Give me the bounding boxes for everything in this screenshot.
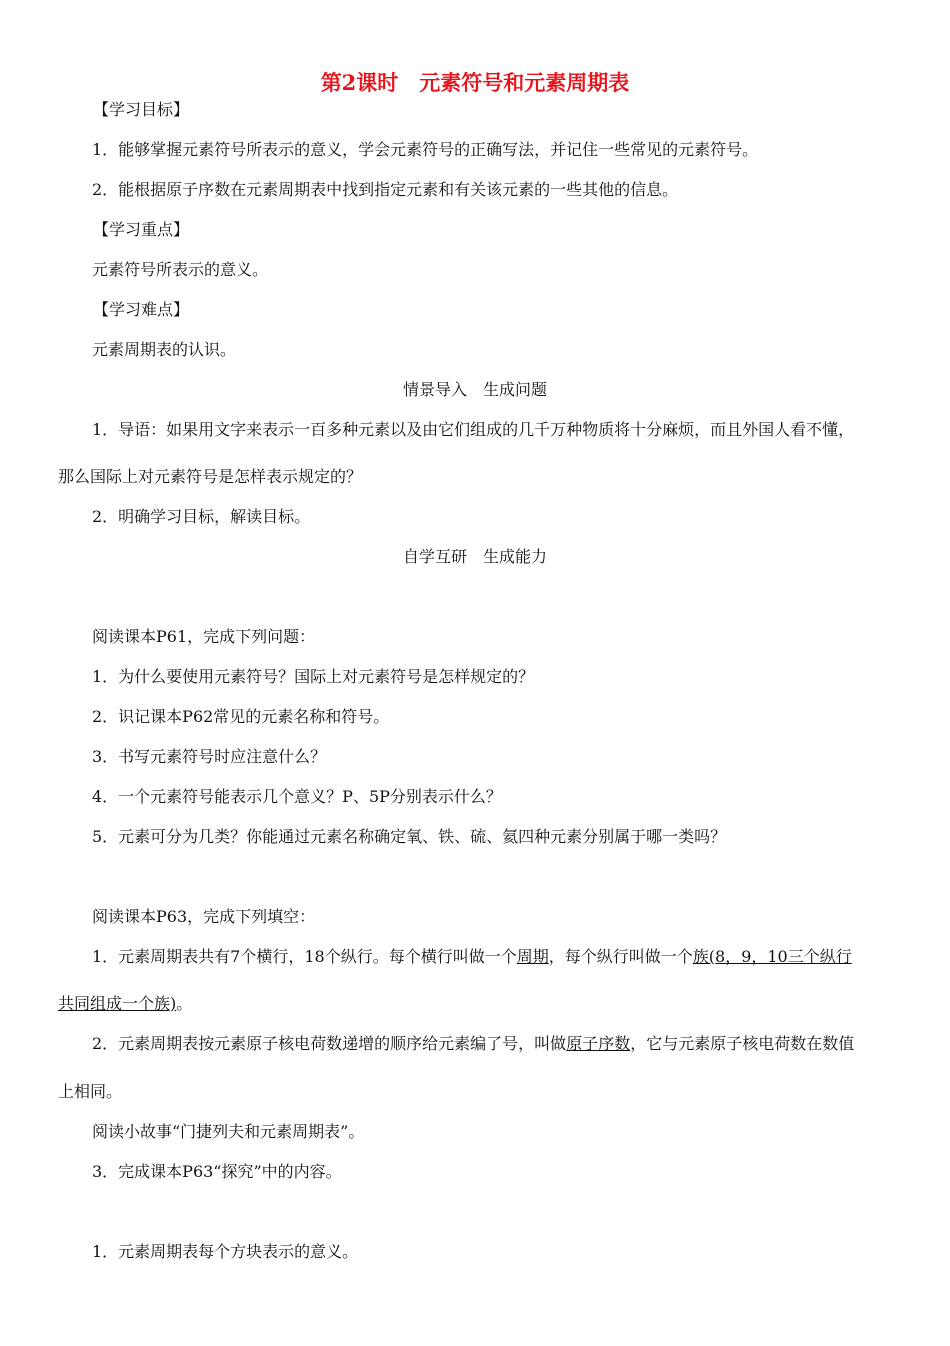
section-heading-intro: 情景导入 生成问题	[402, 380, 547, 399]
fill-text: ，每个纵行叫做一个	[548, 947, 693, 966]
difficulty-heading: 【学习难点】	[93, 300, 190, 319]
fill-answer: 周期	[516, 947, 549, 966]
page-title: 第2课时 元素符号和元素周期表	[320, 70, 630, 95]
intro-item-line: 那么国际上对元素符号是怎样表示规定的？	[58, 467, 363, 486]
goals-heading: 【学习目标】	[93, 100, 190, 119]
fill-text: 。	[176, 994, 193, 1013]
key-heading: 【学习重点】	[93, 220, 190, 239]
intro-item-line: 1．导语：如果用文字来表示一百多种元素以及由它们组成的几千万种物质将十分麻烦，而且外国人看不懂，	[92, 420, 855, 439]
fill-answer: 原子序数	[566, 1034, 631, 1053]
fill-item-line: 上相同。	[58, 1082, 123, 1101]
key-text: 元素符号所表示的意义。	[92, 260, 269, 279]
fill-item-line	[92, 947, 852, 967]
reading-intro: 阅读课本P61，完成下列问题：	[92, 627, 316, 646]
fill-text: ，它与元素原子核电荷数在数值	[630, 1034, 855, 1053]
goal-item: 2．能根据原子序数在元素周期表中找到指定元素和有关该元素的一些其他的信息。	[92, 180, 679, 199]
goal-item: 1．能够掌握元素符号所表示的意义，学会元素符号的正确写法，并记住一些常见的元素符号。	[92, 140, 759, 159]
fill-item-line	[92, 1034, 854, 1054]
question-item: 2．识记课本P62常见的元素名称和符号。	[92, 707, 390, 726]
final-item: 1．元素周期表每个方块表示的意义。	[92, 1242, 359, 1261]
fill-text: 2．元素周期表按元素原子核电荷数递增的顺序给元素编了号，叫做	[92, 1034, 567, 1053]
fill-answer: 共同组成一个族)	[58, 994, 177, 1013]
question-item: 5．元素可分为几类？你能通过元素名称确定氧、铁、硫、氦四种元素分别属于哪一类吗？	[92, 827, 727, 846]
task-item: 3．完成课本P63“探究”中的内容。	[92, 1162, 342, 1181]
reading-intro: 阅读课本P63，完成下列填空：	[92, 907, 316, 926]
question-item: 3．书写元素符号时应注意什么？	[92, 747, 327, 766]
fill-item-line	[58, 994, 192, 1014]
fill-text: 1．元素周期表共有7个横行，18个纵行。每个横行叫做一个	[92, 947, 517, 966]
intro-item: 2．明确学习目标，解读目标。	[92, 507, 311, 526]
fill-answer: 族(8，9，10三个纵行	[692, 947, 852, 966]
story-text: 阅读小故事“门捷列夫和元素周期表”。	[92, 1122, 365, 1141]
question-item: 4．一个元素符号能表示几个意义？P、5P分别表示什么？	[92, 787, 502, 806]
difficulty-text: 元素周期表的认识。	[92, 340, 237, 359]
question-item: 1．为什么要使用元素符号？国际上对元素符号是怎样规定的？	[92, 667, 535, 686]
section-heading-selfstudy: 自学互研 生成能力	[402, 547, 547, 566]
